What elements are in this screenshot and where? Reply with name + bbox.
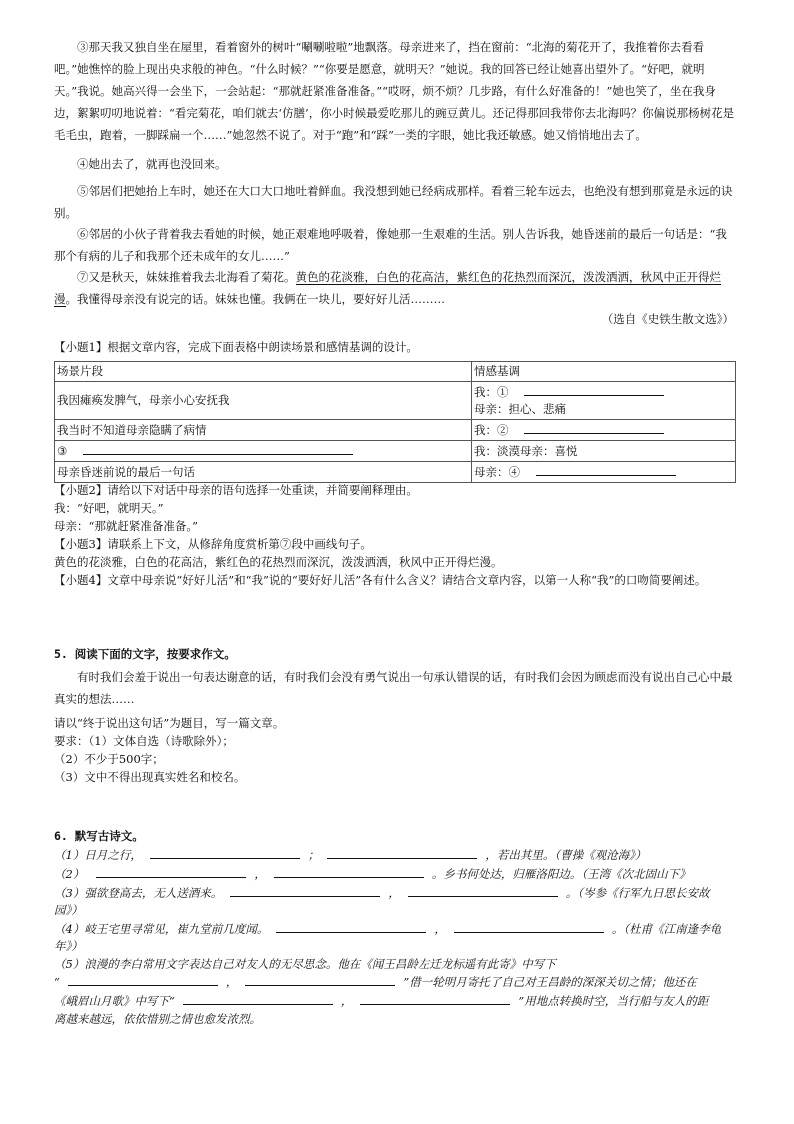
tone-text: 我：② (474, 423, 509, 437)
q5-title: 5. 阅读下面的文字，按要求作文。 (54, 647, 236, 661)
answer-blank[interactable] (83, 442, 353, 455)
scene-cell: 母亲昏迷前说的最后一句话 (55, 462, 472, 483)
source-citation: （选自《史铁生散文选》） (601, 312, 734, 326)
q6-text: ，若出其里。（曹操《观沧海》） (485, 848, 647, 862)
q6-item-5: （5）浪漫的李白常用文字表达自己对友人的无尽思念。他在《闻王昌龄左迁龙标遥有此寄》中写下 (54, 957, 556, 971)
answer-blank[interactable] (454, 920, 604, 933)
paragraph-4: ④她出去了，就再也没回来。 (77, 157, 227, 171)
scene-text: ③ (57, 444, 68, 458)
answer-blank[interactable] (183, 992, 333, 1005)
q5-line-4: （3）文中不得出现真实姓名和校名。 (54, 770, 246, 784)
q5-line-3: （2）不少于500字； (54, 752, 164, 766)
tone-cell (472, 382, 736, 420)
q6-text: ， (225, 975, 238, 989)
scene-tone-table (54, 361, 736, 483)
q6-text: ， (434, 922, 446, 936)
q3-line-1: 黄色的花淡雅，白色的花高洁，紫红色的花热烈而深沉，泼泼洒洒，秋风中正开得烂漫。 (54, 555, 503, 569)
answer-blank[interactable] (276, 920, 426, 933)
paragraph-3: ③那天我又独自坐在屋里，看着窗外的树叶“唰唰啦啦”地飘落。母亲进来了，挡在窗前：“北海的菊花开了，我推着你去看看吧。”她憔悴的脸上现出央求般的神色。“什么时候？”“你要是愿意，就明天？”她说。我的回答已经让她喜出望外了。“好吧，就明天。”我说。她高兴得一会坐下，一会站起：“那就赶紧准备准备。”“哎呀，烦不烦？几步路，有什么好准备的！”她也笑了，坐在我身边，絮絮叨叨地说着：“看完菊花，咱们就去‘仿膳’，你小时候最爱吃那儿的豌豆黄儿。还记得那回我带你去北海吗？你偏说那杨树花是毛毛虫，跑着，一脚踩扁一个……”她忽然不说了。对于“跑”和“踩”一类的字眼，她比我还敏感。她又悄悄地出去了。 (54, 40, 735, 142)
q6-text: ”用地点转换时空，当行船与友人的距 (518, 994, 709, 1008)
paragraph-7-start: ⑦又是秋天，妹妹推着我去北海看了菊花。 (77, 270, 296, 284)
q6-item-5-line-4: 离越来越远，依依惜别之情也愈发浓烈。 (54, 1012, 261, 1026)
scene-cell (55, 441, 472, 462)
q6-text: 。乡书何处达，归雁洛阳边。（王湾《次北固山下》 (431, 867, 691, 881)
q2-prompt: 【小题2】请给以下对话中母亲的语句选择一处重读，并简要阐释理由。 (54, 483, 418, 497)
answer-blank[interactable] (327, 846, 477, 859)
answer-blank[interactable] (96, 865, 246, 878)
q6-text: 《峨眉山月歌》中写下“ (54, 994, 175, 1008)
q6-item-4-cont: 年》） (54, 939, 83, 953)
tone-text: 母亲：④ (474, 465, 520, 479)
table-header (55, 362, 736, 382)
answer-blank[interactable] (245, 973, 395, 986)
q6-text: ”借一轮明月寄托了自己对王昌龄的深深关切之情；他还在 (403, 975, 697, 989)
q6-item-1 (54, 846, 744, 864)
tone-cell (472, 462, 736, 483)
q5-intro: 有时我们会羞于说出一句表达谢意的话，有时我们会没有勇气说出一句承认错误的话，有时我们会因为顾虑而没有说出自己心中最真实的想法…… (54, 670, 733, 706)
tone-text-2: 母亲：担心、悲痛 (474, 402, 566, 416)
q5-line-1: 请以“终于说出这句话”为题目，写一篇文章。 (54, 716, 285, 730)
paragraph-7-end: 。我懂得母亲没有说完的话。妹妹也懂。我俩在一块儿，要好好儿活……… (65, 292, 445, 306)
q6-item-3 (54, 884, 744, 902)
table-row (55, 441, 736, 462)
q6-text: （2） (54, 867, 85, 881)
q6-text: ， (388, 886, 400, 900)
q3-prompt: 【小题3】请联系上下文，从修辞角度赏析第⑦段中画线句子。 (54, 537, 372, 551)
tone-text: 我：① (474, 385, 509, 399)
answer-blank[interactable] (536, 463, 676, 476)
header-tone: 情感基调 (472, 362, 736, 382)
q5-line-2: 要求：（1）文体自选（诗歌除外）； (54, 734, 234, 748)
q6-item-5-line-3 (54, 992, 744, 1010)
q6-text: ； (307, 848, 320, 862)
tone-cell (472, 420, 736, 441)
q2-line-1: 我：“好吧，就明天。” (54, 501, 164, 515)
tone-cell: 我：淡漠母亲：喜悦 (472, 441, 736, 462)
header-scene: 场景片段 (55, 362, 472, 382)
answer-blank[interactable] (360, 992, 510, 1005)
q4-prompt: 【小题4】文章中母亲说“好好儿活”和“我”说的“要好好儿活”各有什么含义？请结合文章内容，以第一人称“我”的口吻简要阐述。 (54, 573, 707, 587)
answer-blank[interactable] (274, 865, 424, 878)
q6-text: （1）日月之行， (54, 848, 142, 862)
answer-blank[interactable] (68, 973, 218, 986)
answer-blank[interactable] (408, 884, 558, 897)
q6-item-3-cont: 园》） (54, 903, 83, 917)
q6-text: 。（岑参《行军九日思长安故 (565, 886, 710, 900)
answer-blank[interactable] (150, 846, 300, 859)
table-row (55, 420, 736, 441)
q6-title: 6. 默写古诗文。 (54, 829, 144, 843)
q6-text: 。（杜甫《江南逢李龟 (611, 922, 722, 936)
q2-line-2: 母亲：“那就赶紧准备准备。” (54, 519, 199, 533)
paragraph-7 (54, 266, 736, 310)
paragraph-5: ⑤邻居们把她抬上车时，她还在大口大口地吐着鲜血。我没想到她已经病成那样。看着三轮车远去，也绝没有想到那竟是永远的诀别。 (54, 184, 733, 220)
answer-blank[interactable] (230, 884, 380, 897)
q6-item-2 (54, 865, 744, 883)
table-row (55, 462, 736, 483)
paragraph-6: ⑥邻居的小伙子背着我去看她的时候，她正艰难地呼吸着，像她那一生艰难的生活。别人告诉我，她昏迷前的最后一句话是：“我那个有病的儿子和我那个还未成年的女儿……” (54, 227, 727, 263)
q6-text: （4）岐王宅里寻常见，崔九堂前几度闻。 (54, 922, 269, 936)
underlined-sentence: 黄色的花淡雅，白色的花高洁，紫红色的花热烈而深沉，泼泼洒洒，秋风中正开得烂漫 (54, 270, 721, 306)
answer-blank[interactable] (524, 421, 664, 434)
q6-text: “ (54, 975, 60, 989)
q6-text: （3）强欲登高去，无人送酒来。 (54, 886, 223, 900)
q6-item-5-line-2 (54, 973, 744, 991)
q6-text: ， (254, 867, 266, 881)
scene-cell: 我因瘫痪发脾气，母亲小心安抚我 (55, 382, 472, 420)
q6-item-4 (54, 920, 744, 938)
q1-prompt: 【小题1】根据文章内容，完成下面表格中朗读场景和感情基调的设计。 (54, 340, 418, 354)
table-row (55, 382, 736, 420)
scene-cell: 我当时不知道母亲隐瞒了病情 (55, 420, 472, 441)
q6-text: ， (340, 994, 353, 1008)
answer-blank[interactable] (524, 383, 664, 396)
